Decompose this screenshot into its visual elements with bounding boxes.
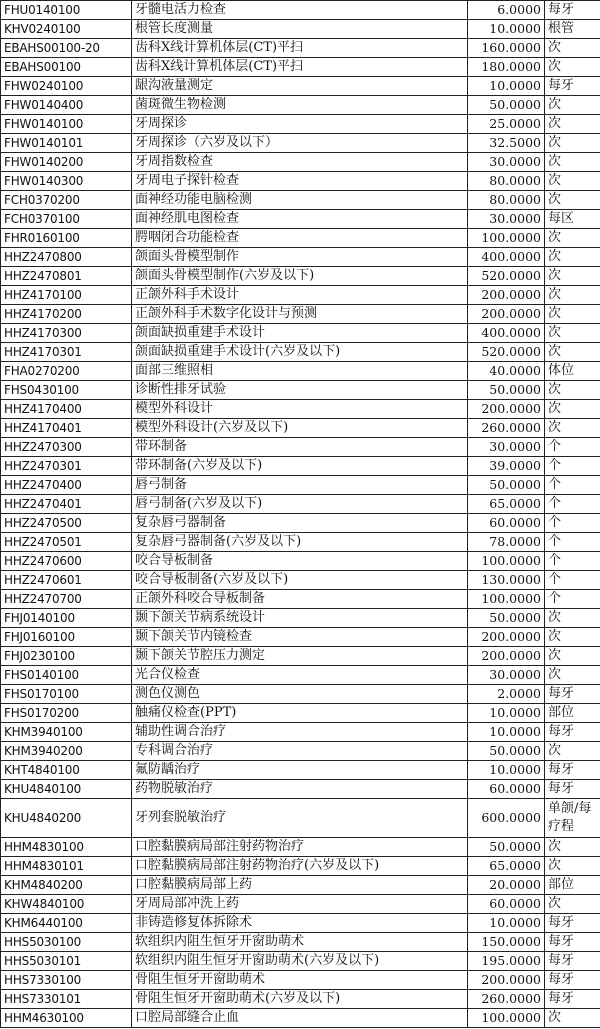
- item-code-cell: FHS0140100: [1, 666, 132, 685]
- item-name-cell: 带环制备: [132, 438, 468, 457]
- item-price-cell: 200.0000: [468, 400, 545, 419]
- item-price-cell: 200.0000: [468, 628, 545, 647]
- table-row: [1, 780, 600, 799]
- item-price-cell: 30.0000: [468, 438, 545, 457]
- item-unit-cell: 每牙: [545, 990, 600, 1009]
- item-unit-cell: 每牙: [545, 971, 600, 990]
- item-code-cell: HHM4630100: [1, 1009, 132, 1028]
- item-code-cell: KHM3940100: [1, 723, 132, 742]
- table-row: [1, 609, 600, 628]
- item-code-cell: HHZ4170300: [1, 324, 132, 343]
- table-row: [1, 876, 600, 895]
- item-code-cell: HHS7330101: [1, 990, 132, 1009]
- item-name-cell: 颞下颌关节腔压力测定: [132, 647, 468, 666]
- item-unit-cell: 体位: [545, 362, 600, 381]
- table-row: [1, 647, 600, 666]
- item-name-cell: 颌面缺损重建手术设计: [132, 324, 468, 343]
- item-name-cell: 复杂唇弓器制备: [132, 514, 468, 533]
- table-row: [1, 191, 600, 210]
- item-unit-cell: 每牙: [545, 685, 600, 704]
- item-price-cell: 10.0000: [468, 761, 545, 780]
- item-price-cell: 30.0000: [468, 153, 545, 172]
- item-unit-cell: 每牙: [545, 723, 600, 742]
- item-name-cell: 专科调合治疗: [132, 742, 468, 761]
- item-code-cell: KHT4840100: [1, 761, 132, 780]
- item-price-cell: 20.0000: [468, 876, 545, 895]
- item-price-cell: 10.0000: [468, 704, 545, 723]
- table-row: [1, 96, 600, 115]
- item-code-cell: FHR0160100: [1, 229, 132, 248]
- item-price-cell: 10.0000: [468, 914, 545, 933]
- item-price-cell: 60.0000: [468, 895, 545, 914]
- table-row: [1, 552, 600, 571]
- item-code-cell: HHZ4170401: [1, 419, 132, 438]
- item-code-cell: FHW0140300: [1, 172, 132, 191]
- item-code-cell: HHS7330100: [1, 971, 132, 990]
- table-row: [1, 476, 600, 495]
- table-row: [1, 438, 600, 457]
- item-name-cell: 牙列套脱敏治疗: [132, 799, 468, 838]
- item-unit-cell: 次: [545, 39, 600, 58]
- item-code-cell: FHA0270200: [1, 362, 132, 381]
- item-name-cell: 面神经功能电脑检测: [132, 191, 468, 210]
- table-row: [1, 533, 600, 552]
- item-price-cell: 50.0000: [468, 838, 545, 857]
- table-row: [1, 590, 600, 609]
- item-price-cell: 65.0000: [468, 857, 545, 876]
- item-code-cell: FHW0140101: [1, 134, 132, 153]
- item-name-cell: 齿科X线计算机体层(CT)平扫: [132, 39, 468, 58]
- table-row: [1, 229, 600, 248]
- table-row: [1, 971, 600, 990]
- table-row: [1, 286, 600, 305]
- item-unit-cell: 次: [545, 742, 600, 761]
- table-row: [1, 305, 600, 324]
- item-name-cell: 面部三维照相: [132, 362, 468, 381]
- item-price-cell: 50.0000: [468, 609, 545, 628]
- item-name-cell: 触痛仪检查(PPT): [132, 704, 468, 723]
- item-name-cell: 唇弓制备(六岁及以下): [132, 495, 468, 514]
- table-row: [1, 495, 600, 514]
- item-unit-cell: 每牙: [545, 933, 600, 952]
- item-name-cell: 颞下颌关节内镜检查: [132, 628, 468, 647]
- table-row: [1, 1, 600, 20]
- item-name-cell: 龈沟液量测定: [132, 77, 468, 96]
- item-code-cell: HHZ2470500: [1, 514, 132, 533]
- item-price-cell: 6.0000: [468, 1, 545, 20]
- table-row: [1, 77, 600, 96]
- item-unit-cell: 单颌/每疗程: [545, 799, 600, 838]
- item-unit-cell: 次: [545, 400, 600, 419]
- table-row: [1, 666, 600, 685]
- item-price-cell: 30.0000: [468, 666, 545, 685]
- table-row: [1, 914, 600, 933]
- item-code-cell: KHM4840200: [1, 876, 132, 895]
- table-row: [1, 685, 600, 704]
- table-row: [1, 324, 600, 343]
- item-code-cell: FCH0370100: [1, 210, 132, 229]
- item-code-cell: KHV0240100: [1, 20, 132, 39]
- item-unit-cell: 次: [545, 628, 600, 647]
- item-name-cell: 腭咽闭合功能检查: [132, 229, 468, 248]
- item-code-cell: KHW4840100: [1, 895, 132, 914]
- table-row: [1, 115, 600, 134]
- item-price-cell: 520.0000: [468, 267, 545, 286]
- table-row: [1, 267, 600, 286]
- table-row: [1, 210, 600, 229]
- item-price-cell: 30.0000: [468, 210, 545, 229]
- item-unit-cell: 次: [545, 134, 600, 153]
- item-price-cell: 10.0000: [468, 723, 545, 742]
- item-name-cell: 药物脱敏治疗: [132, 780, 468, 799]
- table-row: [1, 952, 600, 971]
- item-code-cell: HHZ2470600: [1, 552, 132, 571]
- item-unit-cell: 个: [545, 590, 600, 609]
- item-code-cell: HHZ2470401: [1, 495, 132, 514]
- item-code-cell: FHJ0160100: [1, 628, 132, 647]
- table-row: [1, 723, 600, 742]
- table-row: [1, 799, 600, 838]
- item-price-cell: 10.0000: [468, 77, 545, 96]
- item-name-cell: 诊断性排牙试验: [132, 381, 468, 400]
- item-name-cell: 骨阻生恒牙开窗助萌术: [132, 971, 468, 990]
- item-unit-cell: 次: [545, 305, 600, 324]
- item-unit-cell: 次: [545, 191, 600, 210]
- item-unit-cell: 次: [545, 838, 600, 857]
- item-unit-cell: 个: [545, 476, 600, 495]
- item-price-cell: 180.0000: [468, 58, 545, 77]
- item-name-cell: 面神经肌电图检查: [132, 210, 468, 229]
- item-code-cell: EBAHS00100: [1, 58, 132, 77]
- item-price-cell: 50.0000: [468, 476, 545, 495]
- item-code-cell: HHZ2470501: [1, 533, 132, 552]
- item-code-cell: HHZ4170301: [1, 343, 132, 362]
- item-unit-cell: 次: [545, 381, 600, 400]
- item-unit-cell: 个: [545, 571, 600, 590]
- item-unit-cell: 次: [545, 666, 600, 685]
- item-unit-cell: 次: [545, 609, 600, 628]
- table-row: [1, 895, 600, 914]
- item-unit-cell: 次: [545, 58, 600, 77]
- item-price-cell: 100.0000: [468, 552, 545, 571]
- item-name-cell: 带环制备(六岁及以下): [132, 457, 468, 476]
- item-unit-cell: 次: [545, 115, 600, 134]
- item-price-cell: 65.0000: [468, 495, 545, 514]
- item-name-cell: 口腔黏膜病局部上药: [132, 876, 468, 895]
- item-price-cell: 60.0000: [468, 514, 545, 533]
- item-name-cell: 口腔黏膜病局部注射药物治疗(六岁及以下): [132, 857, 468, 876]
- item-code-cell: HHZ4170400: [1, 400, 132, 419]
- item-code-cell: HHS5030101: [1, 952, 132, 971]
- item-unit-cell: 次: [545, 419, 600, 438]
- item-name-cell: 颌面头骨模型制作(六岁及以下): [132, 267, 468, 286]
- item-unit-cell: 次: [545, 248, 600, 267]
- price-table-body: [1, 1, 600, 1028]
- item-name-cell: 光合仪检查: [132, 666, 468, 685]
- table-row: [1, 1009, 600, 1028]
- item-price-cell: 260.0000: [468, 990, 545, 1009]
- item-name-cell: 辅助性调合治疗: [132, 723, 468, 742]
- item-code-cell: HHZ2470800: [1, 248, 132, 267]
- item-name-cell: 颌面缺损重建手术设计(六岁及以下): [132, 343, 468, 362]
- item-unit-cell: 每区: [545, 210, 600, 229]
- item-unit-cell: 每牙: [545, 1, 600, 20]
- item-unit-cell: 每牙: [545, 952, 600, 971]
- item-unit-cell: 次: [545, 647, 600, 666]
- table-row: [1, 838, 600, 857]
- table-row: [1, 248, 600, 267]
- item-price-cell: 25.0000: [468, 115, 545, 134]
- item-code-cell: HHZ2470301: [1, 457, 132, 476]
- item-code-cell: HHZ2470801: [1, 267, 132, 286]
- item-name-cell: 牙周探诊（六岁及以下）: [132, 134, 468, 153]
- table-row: [1, 134, 600, 153]
- item-price-cell: 32.5000: [468, 134, 545, 153]
- table-row: [1, 761, 600, 780]
- item-unit-cell: 次: [545, 229, 600, 248]
- table-row: [1, 571, 600, 590]
- item-name-cell: 唇弓制备: [132, 476, 468, 495]
- item-price-cell: 100.0000: [468, 590, 545, 609]
- item-unit-cell: 每牙: [545, 761, 600, 780]
- item-name-cell: 正颌外科手术数字化设计与预测: [132, 305, 468, 324]
- item-code-cell: FHJ0140100: [1, 609, 132, 628]
- item-code-cell: EBAHS00100-20: [1, 39, 132, 58]
- item-unit-cell: 根管: [545, 20, 600, 39]
- item-code-cell: HHZ4170200: [1, 305, 132, 324]
- item-price-cell: 260.0000: [468, 419, 545, 438]
- item-unit-cell: 个: [545, 457, 600, 476]
- item-price-cell: 100.0000: [468, 229, 545, 248]
- item-price-cell: 200.0000: [468, 971, 545, 990]
- item-code-cell: HHZ2470400: [1, 476, 132, 495]
- item-code-cell: HHZ2470300: [1, 438, 132, 457]
- item-code-cell: HHZ2470700: [1, 590, 132, 609]
- item-unit-cell: 个: [545, 533, 600, 552]
- item-price-cell: 200.0000: [468, 305, 545, 324]
- item-code-cell: FHU0140100: [1, 1, 132, 20]
- item-unit-cell: 个: [545, 495, 600, 514]
- item-unit-cell: 个: [545, 438, 600, 457]
- item-code-cell: HHZ4170100: [1, 286, 132, 305]
- item-price-cell: 39.0000: [468, 457, 545, 476]
- item-price-cell: 78.0000: [468, 533, 545, 552]
- item-price-cell: 520.0000: [468, 343, 545, 362]
- item-name-cell: 牙髓电活力检查: [132, 1, 468, 20]
- item-price-cell: 200.0000: [468, 647, 545, 666]
- item-name-cell: 咬合导板制备(六岁及以下): [132, 571, 468, 590]
- item-name-cell: 口腔黏膜病局部注射药物治疗: [132, 838, 468, 857]
- item-name-cell: 根管长度测量: [132, 20, 468, 39]
- item-price-cell: 400.0000: [468, 324, 545, 343]
- table-row: [1, 704, 600, 723]
- item-code-cell: FHS0170200: [1, 704, 132, 723]
- item-code-cell: FHW0240100: [1, 77, 132, 96]
- item-price-cell: 160.0000: [468, 39, 545, 58]
- item-name-cell: 齿科X线计算机体层(CT)平扫: [132, 58, 468, 77]
- table-row: [1, 514, 600, 533]
- item-unit-cell: 次: [545, 286, 600, 305]
- item-unit-cell: 个: [545, 552, 600, 571]
- item-name-cell: 正颌外科咬合导板制备: [132, 590, 468, 609]
- item-price-cell: 80.0000: [468, 172, 545, 191]
- item-unit-cell: 次: [545, 172, 600, 191]
- item-price-cell: 50.0000: [468, 742, 545, 761]
- item-name-cell: 牙周探诊: [132, 115, 468, 134]
- item-price-cell: 2.0000: [468, 685, 545, 704]
- item-code-cell: HHM4830101: [1, 857, 132, 876]
- table-row: [1, 933, 600, 952]
- item-name-cell: 骨阻生恒牙开窗助萌术(六岁及以下): [132, 990, 468, 1009]
- item-code-cell: KHM6440100: [1, 914, 132, 933]
- table-row: [1, 742, 600, 761]
- item-name-cell: 颞下颌关节病系统设计: [132, 609, 468, 628]
- item-name-cell: 牙周局部冲洗上药: [132, 895, 468, 914]
- table-row: [1, 419, 600, 438]
- item-unit-cell: 每牙: [545, 914, 600, 933]
- item-unit-cell: 次: [545, 343, 600, 362]
- item-code-cell: FHJ0230100: [1, 647, 132, 666]
- item-price-cell: 40.0000: [468, 362, 545, 381]
- item-name-cell: 颌面头骨模型制作: [132, 248, 468, 267]
- item-unit-cell: 次: [545, 857, 600, 876]
- item-name-cell: 咬合导板制备: [132, 552, 468, 571]
- item-unit-cell: 次: [545, 267, 600, 286]
- item-price-cell: 150.0000: [468, 933, 545, 952]
- item-name-cell: 测色仪测色: [132, 685, 468, 704]
- item-name-cell: 菌斑微生物检测: [132, 96, 468, 115]
- table-row: [1, 362, 600, 381]
- item-unit-cell: 个: [545, 514, 600, 533]
- table-row: [1, 628, 600, 647]
- table-row: [1, 457, 600, 476]
- item-code-cell: KHU4840200: [1, 799, 132, 838]
- table-row: [1, 857, 600, 876]
- table-row: [1, 990, 600, 1009]
- table-row: [1, 381, 600, 400]
- item-code-cell: FHW0140200: [1, 153, 132, 172]
- item-unit-cell: 次: [545, 153, 600, 172]
- item-price-cell: 50.0000: [468, 381, 545, 400]
- table-row: [1, 20, 600, 39]
- item-price-cell: 130.0000: [468, 571, 545, 590]
- item-unit-cell: 每牙: [545, 780, 600, 799]
- item-name-cell: 复杂唇弓器制备(六岁及以下): [132, 533, 468, 552]
- item-name-cell: 软组织内阻生恒牙开窗助萌术: [132, 933, 468, 952]
- item-price-cell: 195.0000: [468, 952, 545, 971]
- table-row: [1, 153, 600, 172]
- item-code-cell: FHS0170100: [1, 685, 132, 704]
- item-price-cell: 80.0000: [468, 191, 545, 210]
- item-price-cell: 100.0000: [468, 1009, 545, 1028]
- item-code-cell: FCH0370200: [1, 191, 132, 210]
- item-unit-cell: 次: [545, 324, 600, 343]
- item-price-cell: 600.0000: [468, 799, 545, 838]
- item-unit-cell: 次: [545, 96, 600, 115]
- item-unit-cell: 每牙: [545, 77, 600, 96]
- item-code-cell: HHS5030100: [1, 933, 132, 952]
- table-row: [1, 172, 600, 191]
- item-price-cell: 60.0000: [468, 780, 545, 799]
- item-code-cell: KHM3940200: [1, 742, 132, 761]
- item-price-cell: 10.0000: [468, 20, 545, 39]
- item-name-cell: 口腔局部缝合止血: [132, 1009, 468, 1028]
- item-price-cell: 50.0000: [468, 96, 545, 115]
- item-name-cell: 牙周指数检查: [132, 153, 468, 172]
- item-name-cell: 模型外科设计: [132, 400, 468, 419]
- item-name-cell: 氟防龋治疗: [132, 761, 468, 780]
- item-price-cell: 400.0000: [468, 248, 545, 267]
- table-row: [1, 58, 600, 77]
- item-name-cell: 牙周电子探针检查: [132, 172, 468, 191]
- item-name-cell: 正颌外科手术设计: [132, 286, 468, 305]
- item-code-cell: HHM4830100: [1, 838, 132, 857]
- item-unit-cell: 部位: [545, 704, 600, 723]
- item-code-cell: FHS0430100: [1, 381, 132, 400]
- item-code-cell: FHW0140100: [1, 115, 132, 134]
- item-code-cell: FHW0140400: [1, 96, 132, 115]
- item-code-cell: HHZ2470601: [1, 571, 132, 590]
- table-row: [1, 39, 600, 58]
- item-unit-cell: 部位: [545, 876, 600, 895]
- item-price-cell: 200.0000: [468, 286, 545, 305]
- item-name-cell: 模型外科设计(六岁及以下): [132, 419, 468, 438]
- item-code-cell: KHU4840100: [1, 780, 132, 799]
- item-name-cell: 非铸造修复体拆除术: [132, 914, 468, 933]
- item-name-cell: 软组织内阻生恒牙开窗助萌术(六岁及以下): [132, 952, 468, 971]
- item-unit-cell: 次: [545, 895, 600, 914]
- table-row: [1, 343, 600, 362]
- item-unit-cell: 次: [545, 1009, 600, 1028]
- table-row: [1, 400, 600, 419]
